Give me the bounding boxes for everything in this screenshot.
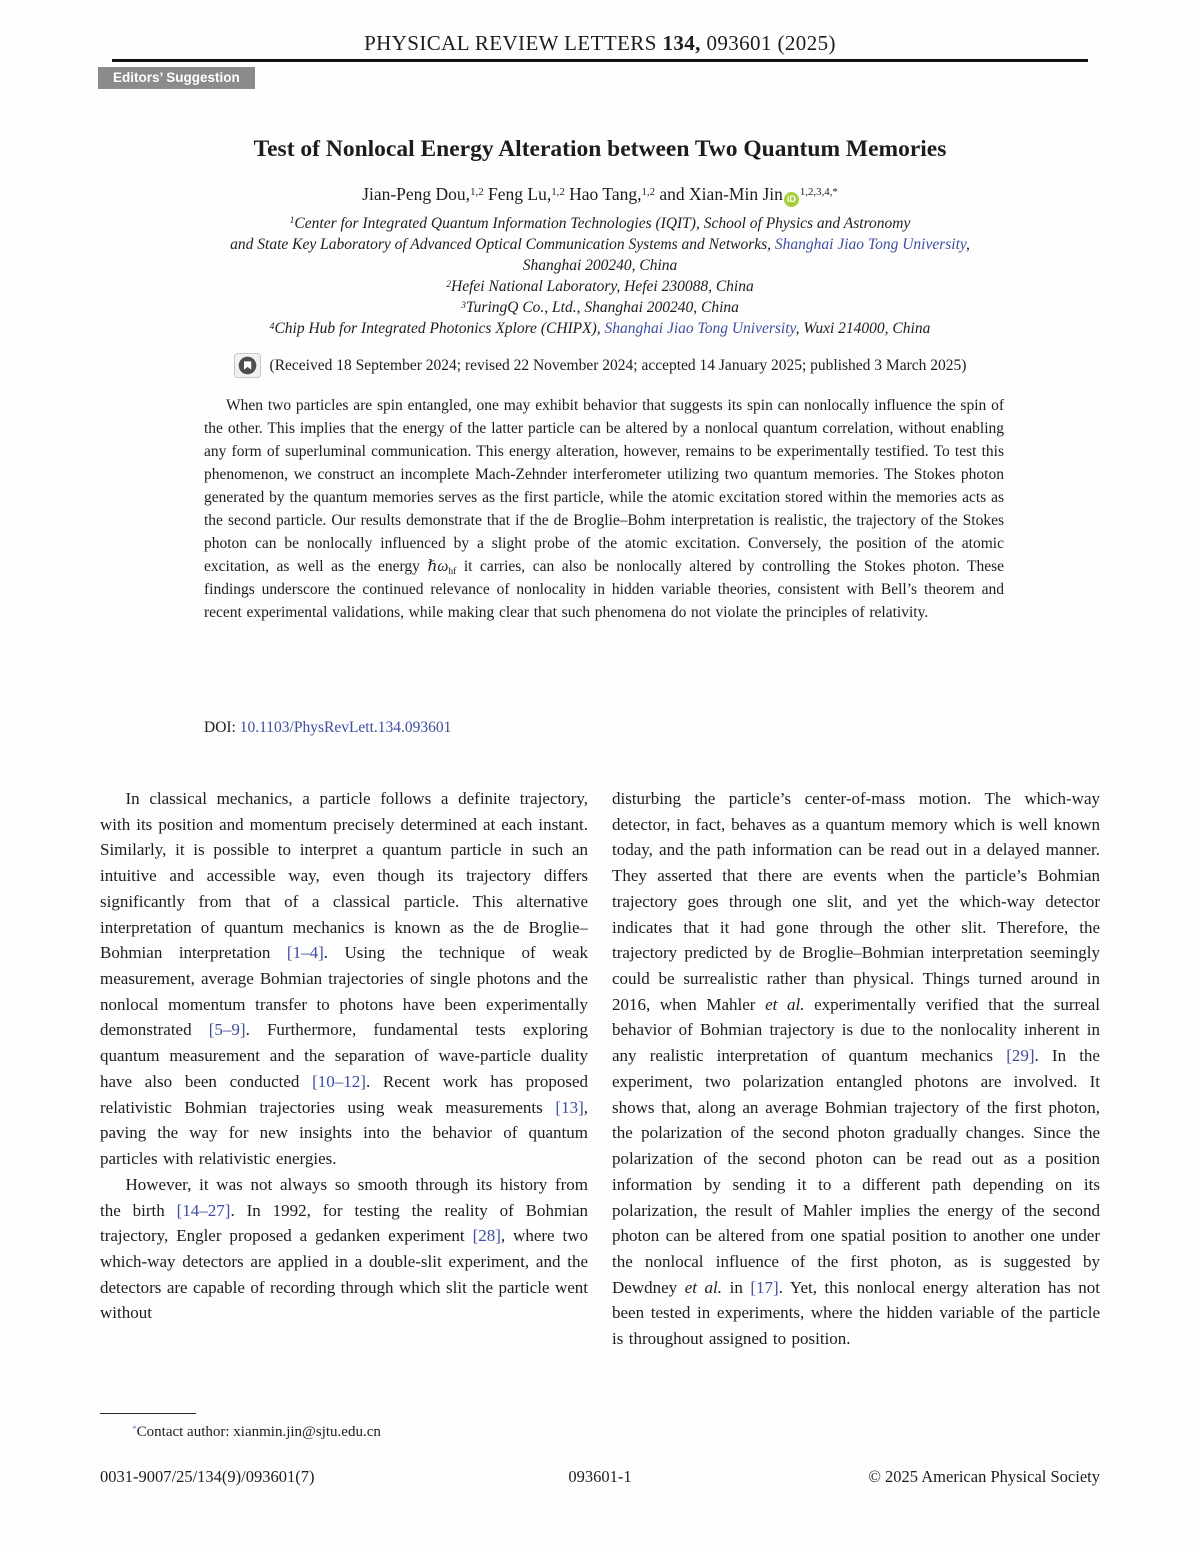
text-link[interactable]: [13] bbox=[555, 1097, 584, 1117]
article-title: Test of Nonlocal Energy Alteration between Two Quantum Memories bbox=[253, 136, 947, 162]
right-column bbox=[612, 786, 1100, 1448]
text-link[interactable]: Shanghai Jiao Tong University bbox=[774, 236, 966, 254]
text-link[interactable]: [14–27] bbox=[176, 1200, 231, 1220]
affiliation-line: Shanghai 200240, China bbox=[522, 257, 678, 275]
affiliation-line: $^1$Center for Integrated Quantum Information Technologies (IQIT), School of Physics and Astronomy bbox=[289, 215, 911, 232]
abstract: When two particles are spin entangled, one may exhibit behavior that suggests its spin can nonlocally influence the spin of the other. This implies that the energy of the latter particle can be altered by a nonlocal quantum correlation, without enabling any form of superluminal communication. This energy alteration, however, remains to be experimentally testified. To test this phenomenon, we construct an incomplete Mach-Zehnder interferometer utilizing two quantum memories. The Stokes photon generated by the quantum memories serves as the first particle, while the atomic excitation stored within the memories acts as the second particle. Our results demonstrate that if the de Broglie–Bohm interpretation is realistic, the trajectory of the Stokes photon can be nonlocally influenced by a slight probe of the atomic excitation. Conversely, the position of the atomic excitation, as well as the energy ℏωhf it carries, can also be nonlocally altered by controlling the Stokes photon. These findings underscore the continued relevance of nonlocality in hidden variable theories, consistent with Bell’s theorem and recent experimental validations, while making clear that such phenomena do not violate the principles of relativity. bbox=[204, 397, 1004, 622]
footnote-rule bbox=[100, 1413, 196, 1414]
affiliation-line: $^4$Chip Hub for Integrated Photonics Xplore (CHIPX), Shanghai Jiao Tong University, Wuxi 214000, China bbox=[269, 320, 931, 338]
affiliation-line: and State Key Laboratory of Advanced Optical Communication Systems and Networks, Shanghai Jiao Tong University, bbox=[230, 236, 970, 254]
left-column bbox=[100, 786, 588, 1448]
doi-line: DOI: 10.1103/PhysRevLett.134.093601 bbox=[204, 719, 452, 736]
received-line bbox=[100, 353, 1100, 378]
received-text: (Received 18 September 2024; revised 22 November 2024; accepted 14 January 2025; published 3 March 2025) bbox=[269, 356, 967, 374]
issn-code: 0031-9007/25/134(9)/093601(7) bbox=[100, 1467, 315, 1486]
contact-footnote bbox=[100, 1413, 588, 1444]
body-paragraph: In classical mechanics, a particle follows a definite trajectory, with its position and momentum precisely determined at each instant. Similarly, it is possible to interpret a quantum particle in such an intuitive and accessible way, even though its trajectory differs significantly from that of a classical particle. This alternative interpretation of quantum mechanics is known as the de Broglie–Bohmian interpretation [1–4]. Using the technique of weak measurement, average Bohmian trajectories of single photons and the nonlocal momentum transfer to photons have been experimentally demonstrated [5–9]. Furthermore, fundamental tests exploring quantum measurement and the separation of wave-particle duality have also been conducted [10–12]. Recent work has proposed relativistic Bohmian trajectories using weak measurements [13], paving the way for new insights into the behavior of quantum particles with relativistic energies. bbox=[100, 789, 589, 1169]
body-paragraph: disturbing the particle’s center-of-mass motion. The which-way detector, in fact, behaves as a quantum memory which is well known today, and the path information can be read out in a delayed manner. They asserted that there are events when the particle’s Bohmian trajectory goes through one slit, and yet the which-way detector indicates that it had gone through the other slit. Therefore, the trajectory predicted by de Broglie–Bohmian interpretation seemingly could be surrealistic rather than physical. Things turned around in 2016, when Mahler et al. experimentally verified that the surreal behavior of Bohmian trajectory is due to the nonlocality inherent in any realistic interpretation of quantum mechanics [29]. In the experiment, two polarization entangled photons are involved. It shows that, along an average Bohmian trajectory of the first photon, the polarization of the second photon gradually changes. Since the polarization of the second photon can be read out as a position information by sending it to a different path depending on its polarization, the result of Mahler implies the energy of the second photon can be altered from one spatial position to another one under the nonlocal influence of the first photon, as is suggested by Dewdney et al. in [17]. Yet, this nonlocal energy alteration has not been tested in experiments, where the hidden variable of the particle is throughout assigned to position. bbox=[612, 789, 1100, 1349]
text-link[interactable]: [17] bbox=[750, 1277, 779, 1297]
text-link[interactable]: [10–12] bbox=[312, 1071, 366, 1091]
text-link[interactable]: 10.1103/PhysRevLett.134.093601 bbox=[239, 719, 452, 736]
author-line: Jian-Peng Dou,$^{1,2}$ Feng Lu,$^{1,2}$ Hao Tang,$^{1,2}$ and Xian-Min Jin $iD^{1,2,3,4,*}$ bbox=[100, 184, 1100, 207]
text-link[interactable]: [1–4] bbox=[286, 943, 324, 963]
affiliation-line: $^2$Hefei National Laboratory, Hefei 230088, China bbox=[446, 278, 754, 296]
page-number: 093601-1 bbox=[568, 1467, 632, 1486]
page-footer bbox=[100, 1467, 1100, 1487]
text-link[interactable]: [5–9] bbox=[208, 1020, 246, 1040]
journal-header: PHYSICAL REVIEW LETTERS 134, 093601 (2025) bbox=[364, 31, 836, 55]
footnote-text: *Contact author: xianmin.jin@sjtu.edu.cn bbox=[132, 1424, 381, 1441]
orcid-icon[interactable]: iD bbox=[784, 192, 799, 207]
crossmark-icon[interactable] bbox=[234, 353, 261, 378]
text-link[interactable]: [28] bbox=[472, 1226, 501, 1246]
affiliation-line: $^3$TuringQ Co., Ltd., Shanghai 200240, China bbox=[461, 299, 739, 317]
copyright: © 2025 American Physical Society bbox=[868, 1467, 1100, 1486]
body-columns bbox=[100, 786, 1100, 1448]
body-paragraph: However, it was not always so smooth through its history from the birth [14–27]. In 1992, for testing the reality of Bohmian trajectory, Engler proposed a gedanken experiment [28], where two which-way detectors are applied in a double-slit experiment, and the detectors are capable of recording through which slit the particle went without bbox=[100, 1174, 588, 1323]
text-link[interactable]: Shanghai Jiao Tong University bbox=[604, 320, 796, 338]
header-rule bbox=[112, 59, 1088, 62]
text-link[interactable]: [29] bbox=[1006, 1046, 1035, 1066]
affiliations bbox=[60, 213, 1140, 339]
editors-suggestion-badge: Editors’ Suggestion bbox=[98, 67, 255, 89]
